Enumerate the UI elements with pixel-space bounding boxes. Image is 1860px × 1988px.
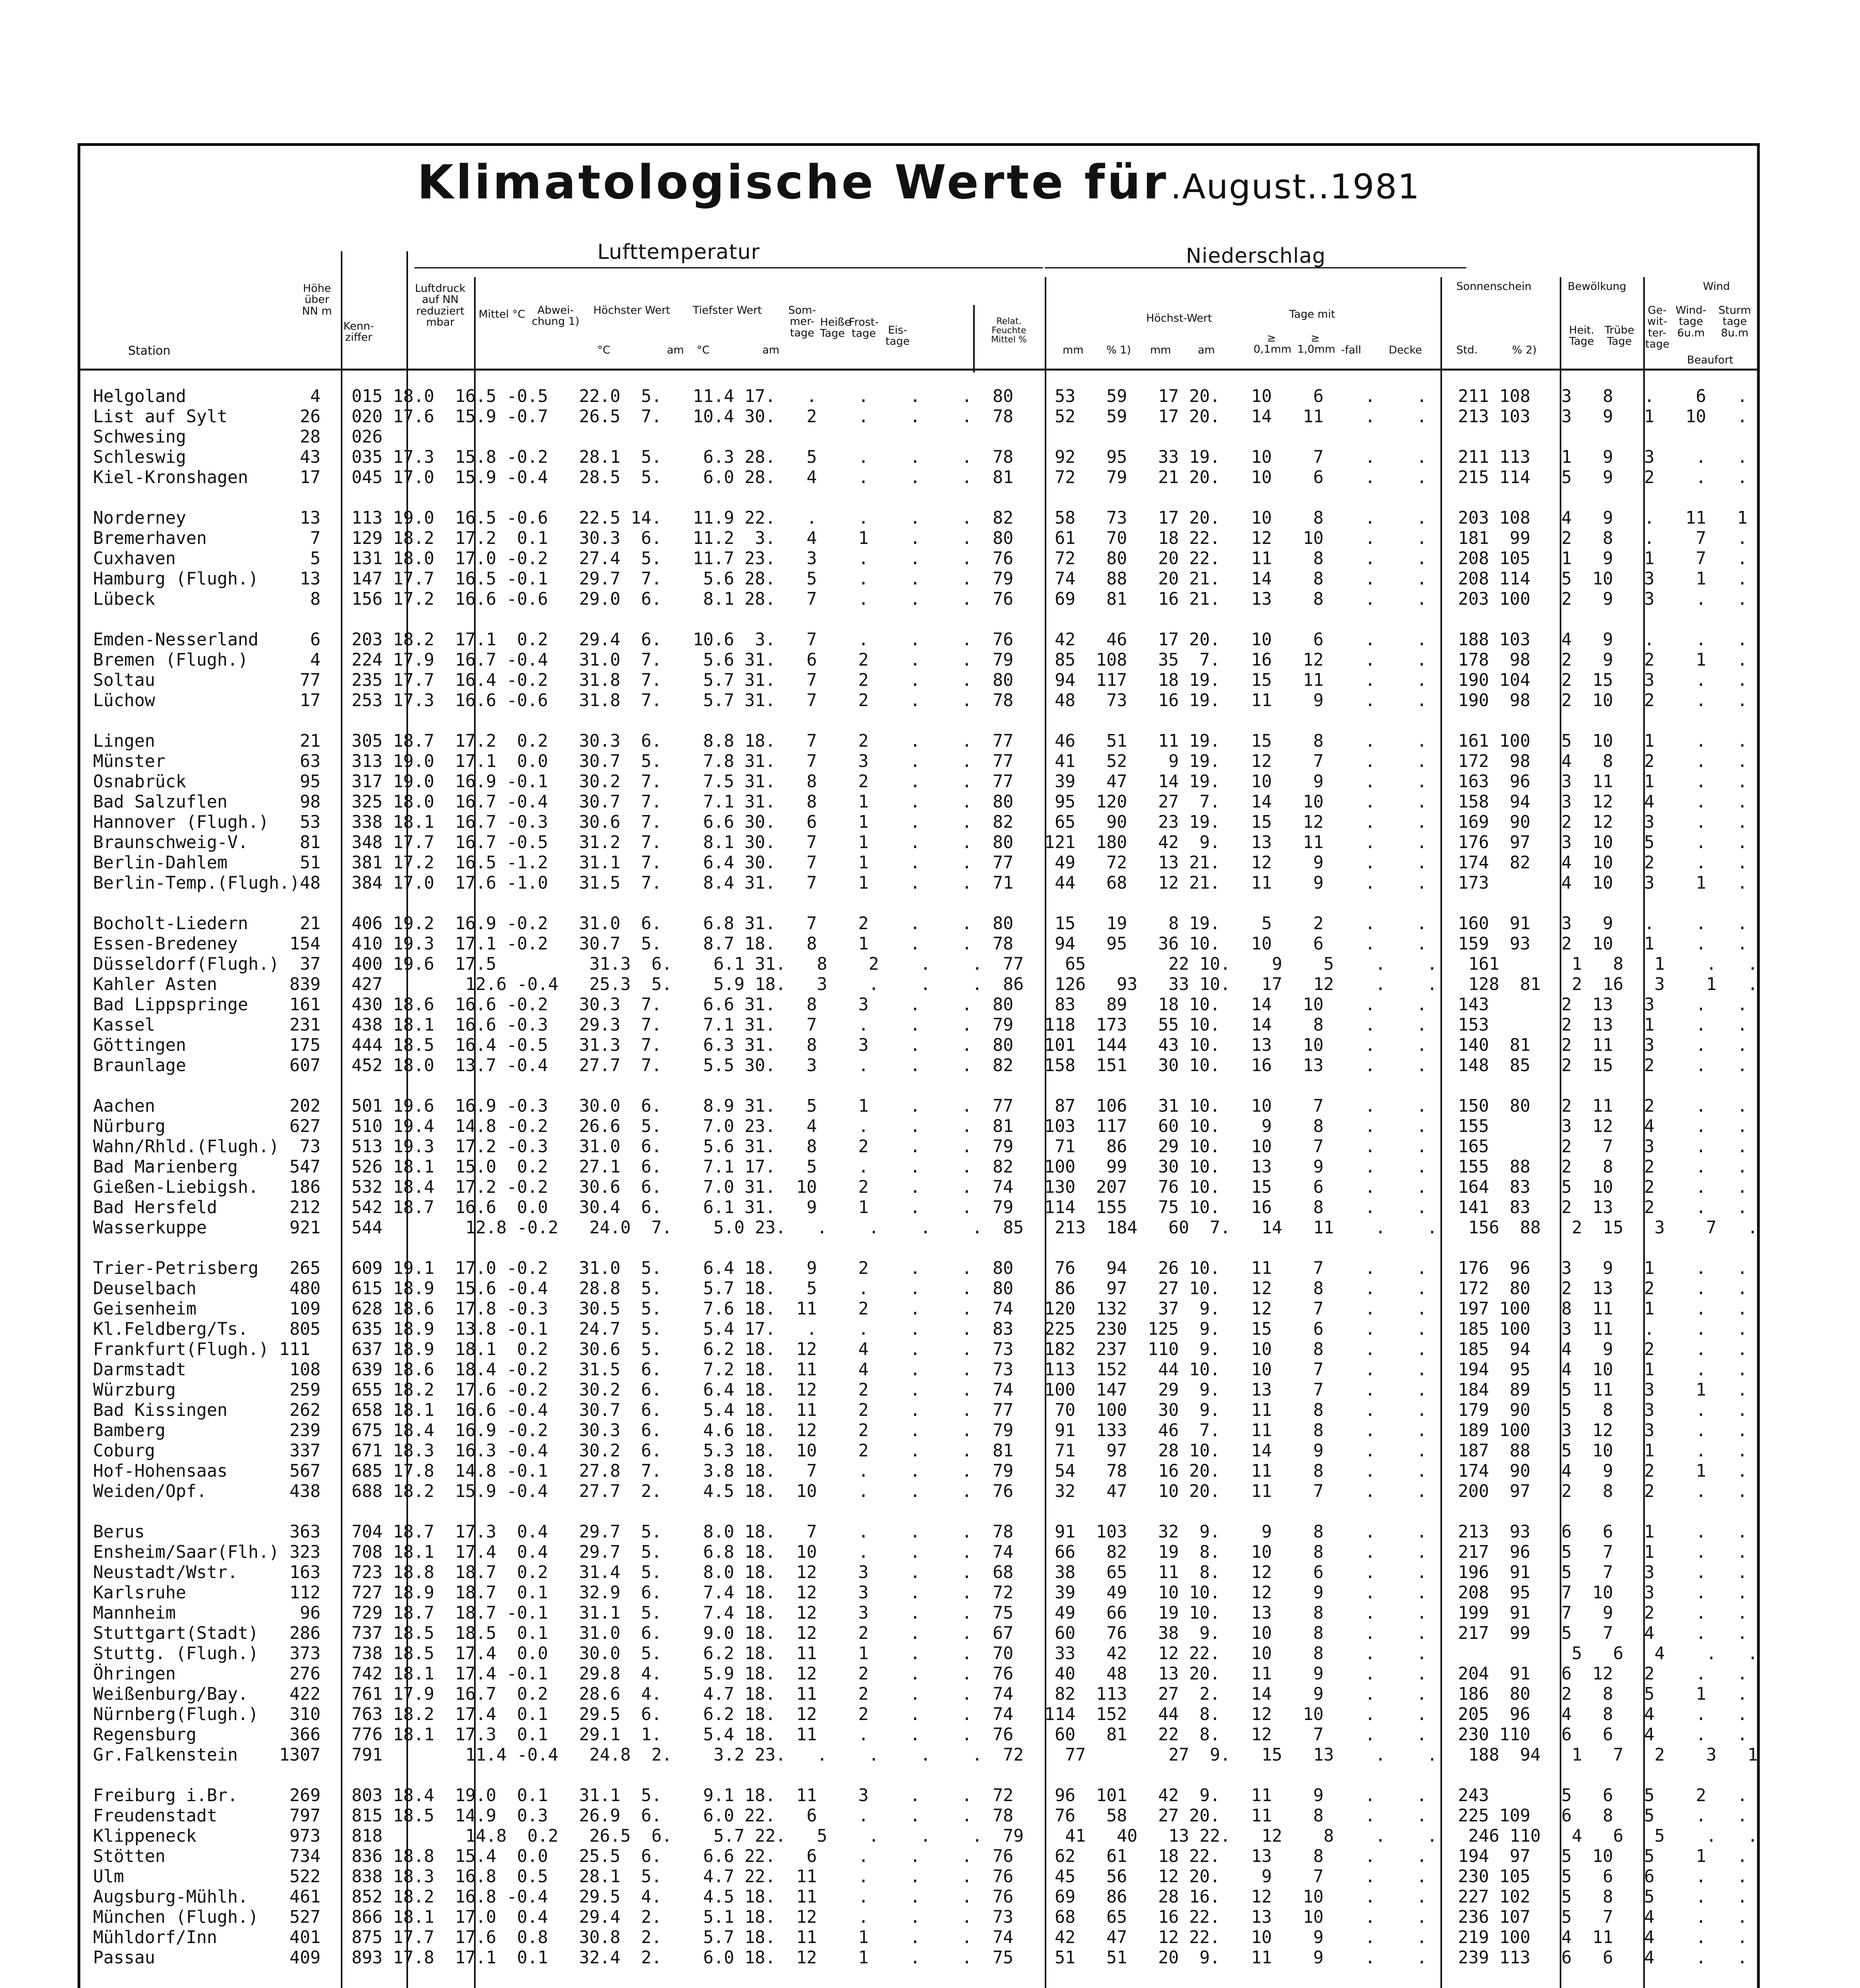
- header-eistage: Eis- tage: [885, 324, 910, 348]
- station-row: Lübeck 8 156 17.2 16.6 -0.6 29.0 6. 8.1 28. 7 . . . 76 69 81 16 21. 13 8 . . 203 100 2 9 3 . .: [83, 589, 1748, 609]
- station-row: Bamberg 239 675 18.4 16.9 -0.2 30.3 6. 4.6 18. 12 2 . . 79 91 133 46 7. 11 8 . . 189 100 3 12 3 . .: [83, 1421, 1748, 1441]
- station-row: Stuttgart(Stadt) 286 737 18.5 18.5 0.1 31.0 6. 9.0 18. 12 2 . . 67 60 76 38 9. 10 8 . . 217 99 5 7 4 . .: [83, 1623, 1748, 1643]
- row-spacer: [83, 1076, 1758, 1096]
- header-kennziffer: Kenn- ziffer: [343, 320, 374, 344]
- header-ge-10: ≥ 1,0mm: [1297, 332, 1335, 356]
- header-schneefall: -fall: [1341, 344, 1361, 356]
- header-frosttage: Frost- tage: [849, 316, 879, 340]
- header-tiefster-am: am: [762, 344, 779, 356]
- station-row: Frankfurt(Flugh.) 111 637 18.9 18.1 0.2 30.6 5. 6.2 18. 12 4 . . 73 182 237 110 9. 10 8 . . 185 94 4 9 2 . .: [83, 1340, 1748, 1359]
- page-title: [80, 155, 1757, 210]
- station-row: Weißenburg/Bay. 422 761 17.9 16.7 0.2 28.6 4. 4.7 18. 11 2 . . 74 82 113 27 2. 14 9 . . 186 80 2 8 5 1 .: [83, 1684, 1748, 1704]
- station-row: Würzburg 259 655 18.2 17.6 -0.2 30.2 6. 6.4 18. 12 2 . . 74 100 147 29 9. 13 7 . . 184 89 5 11 3 1 .: [83, 1380, 1748, 1400]
- header-hoechstwert-mm: mm: [1150, 344, 1171, 356]
- header-bottom-rule: [80, 369, 1760, 371]
- station-row: Helgoland 4 015 18.0 16.5 -0.5 22.0 5. 11.4 17. . . . . 80 53 59 17 20. 10 6 . . 211 108 3 8 . 6 .: [83, 386, 1748, 406]
- station-row: Bremerhaven 7 129 18.2 17.2 0.1 30.3 6. 11.2 3. 4 1 . . 80 61 70 18 22. 12 10 . . 181 99 2 8 . 7 .: [83, 528, 1748, 548]
- header-tiefster-wert: Tiefster Wert: [693, 304, 762, 316]
- station-row: Braunschweig-V. 81 348 17.7 16.7 -0.5 31.2 7. 8.1 30. 7 1 . . 80 121 180 42 9. 13 11 . . 176 97 3 10 5 . .: [83, 833, 1748, 852]
- station-row: Kahler Asten 839 427 12.6 -0.4 25.3 5. 5.9 18. 3 . . . 86 126 93 33 10. 17 12 . . 128 81 2 16 3 1 .: [83, 975, 1758, 994]
- header-prozent2: % 2): [1512, 344, 1537, 356]
- header-hoechstwert-am: am: [1198, 344, 1215, 356]
- station-row: Hamburg (Flugh.) 13 147 17.7 16.5 -0.1 29.7 7. 5.6 28. 5 . . . 79 74 88 20 21. 14 8 . . 208 114 5 10 3 1 .: [83, 569, 1748, 589]
- row-spacer: [83, 1502, 1758, 1522]
- station-row: Mühldorf/Inn 401 875 17.7 17.6 0.8 30.8 2. 5.7 18. 11 1 . . 74 42 47 12 22. 10 9 . . 219 100 4 11 4 . .: [83, 1928, 1748, 1947]
- station-row: Hof-Hohensaas 567 685 17.8 14.8 -0.1 27.8 7. 3.8 18. 7 . . . 79 54 78 16 20. 11 8 . . 174 90 4 9 2 1 .: [83, 1461, 1748, 1481]
- station-row: Gießen-Liebigsh. 186 532 18.4 17.2 -0.2 30.6 6. 7.0 31. 10 2 . . 74 130 207 76 10. 15 6 . . 164 83 5 10 2 . .: [83, 1177, 1748, 1197]
- station-row: Neustadt/Wstr. 163 723 18.8 18.7 0.2 31.4 5. 8.0 18. 12 3 . . 68 38 65 11 8. 12 6 . . 196 91 5 7 3 . .: [83, 1563, 1748, 1582]
- station-row: Darmstadt 108 639 18.6 18.4 -0.2 31.5 6. 7.2 18. 11 4 . . 73 113 152 44 10. 10 7 . . 194 95 4 10 1 . .: [83, 1360, 1748, 1380]
- station-row: Münster 63 313 19.0 17.1 0.0 30.7 5. 7.8 31. 7 3 . . 77 41 52 9 19. 12 7 . . 172 98 4 8 2 . .: [83, 751, 1748, 771]
- row-spacer: [83, 711, 1758, 731]
- station-row: Berlin-Temp.(Flugh.)48 384 17.0 17.6 -1.0 31.5 7. 8.4 31. 7 1 . . 71 44 68 12 21. 11 9 . . 173 4 10 3 1 .: [83, 873, 1748, 893]
- header-mm: mm: [1063, 344, 1084, 356]
- header-rel-feuchte: Relat. Feuchte Mittel %: [991, 316, 1027, 345]
- row-spacer: [83, 488, 1758, 508]
- row-spacer: [83, 893, 1758, 914]
- header-hoechstwert: Höchst-Wert: [1146, 312, 1212, 324]
- station-row: Kassel 231 438 18.1 16.6 -0.3 29.3 7. 7.1 31. 7 . . . 79 118 173 55 10. 14 8 . . 153 2 13 1 . .: [83, 1015, 1748, 1035]
- temp-group-rule: [414, 267, 1043, 268]
- header-hoehe: Höhe über NN m: [302, 282, 332, 317]
- station-row: Weiden/Opf. 438 688 18.2 15.9 -0.4 27.7 2. 4.5 18. 10 . . . 76 32 47 10 20. 11 7 . . 200 97 2 8 2 . .: [83, 1481, 1748, 1501]
- station-row: Düsseldorf(Flugh.) 37 400 19.6 17.5 31.3 6. 6.1 31. 8 2 . . 77 65 22 10. 9 5 . . 161 1 8 1 . .: [83, 954, 1758, 974]
- station-row: Öhringen 276 742 18.1 17.4 -0.1 29.8 4. 5.9 18. 12 2 . . 76 40 48 13 20. 11 9 . . 204 91 6 12 2 . .: [83, 1664, 1748, 1684]
- header-sommertage: Som- mer- tage: [788, 304, 816, 339]
- header-gewitter: Ge- wit- ter- tage: [1645, 304, 1670, 351]
- station-row: Freiburg i.Br. 269 803 18.4 19.0 0.1 31.1 5. 9.1 18. 11 3 . . 72 96 101 42 9. 11 9 . . 243 5 6 5 2 .: [83, 1786, 1748, 1806]
- header-heitere-tage: Heit. Tage: [1569, 324, 1594, 348]
- header-tage-mit: Tage mit: [1289, 308, 1335, 320]
- station-row: Cuxhaven 5 131 18.0 17.0 -0.2 27.4 5. 11.7 23. 3 . . . 76 72 80 20 22. 11 8 . . 208 105 1 9 1 7 .: [83, 549, 1748, 569]
- station-row: Regensburg 366 776 18.1 17.3 0.1 29.1 1. 5.4 18. 11 . . . 76 60 81 22 8. 12 7 . . 230 110 6 6 4 . .: [83, 1725, 1748, 1745]
- row-spacer: [83, 610, 1758, 630]
- station-row: Soltau 77 235 17.7 16.4 -0.2 31.8 7. 5.7 31. 7 2 . . 80 94 117 18 19. 15 11 . . 190 104 2 15 3 . .: [83, 670, 1748, 690]
- station-row: Stötten 734 836 18.8 15.4 0.0 25.5 6. 6.6 22. 6 . . . 76 62 61 18 22. 13 8 . . 194 97 5 10 5 1 .: [83, 1846, 1748, 1866]
- header-windtage: Wind- tage 6u.m: [1675, 304, 1706, 339]
- header-hoechster-am: am: [667, 344, 684, 356]
- station-row: Bad Salzuflen 98 325 18.0 16.7 -0.4 30.7 7. 7.1 31. 8 1 . . 80 95 120 27 7. 14 10 . . 158 94 3 12 4 . .: [83, 792, 1748, 812]
- station-row: Lüchow 17 253 17.3 16.6 -0.6 31.8 7. 5.7 31. 7 2 . . 78 48 73 16 19. 11 9 . . 190 98 2 10 2 . .: [83, 691, 1748, 711]
- station-row: Kiel-Kronshagen 17 045 17.0 15.9 -0.4 28.5 5. 6.0 28. 4 . . . 81 72 79 21 20. 10 6 . . 215 114 5 9 2 . .: [83, 468, 1748, 487]
- station-row: Bad Hersfeld 212 542 18.7 16.6 0.0 30.4 6. 6.1 31. 9 1 . . 79 114 155 75 10. 16 8 . . 141 83 2 13 2 . .: [83, 1198, 1748, 1217]
- header-ge-01: ≥ 0,1mm: [1254, 332, 1292, 356]
- row-spacer: [83, 1765, 1758, 1786]
- station-row: Norderney 13 113 19.0 16.5 -0.6 22.5 14. 11.9 22. . . . . 82 58 73 17 20. 10 8 . . 203 108 4 9 . 11 1: [83, 508, 1748, 528]
- header-sturmtage: Sturm tage 8u.m: [1718, 304, 1751, 339]
- header-sonnenschein: Sonnenschein: [1456, 280, 1532, 293]
- station-row: Gr.Falkenstein 1307 791 11.4 -0.4 24.8 2. 3.2 23. . . . . 72 77 27 9. 15 13 . . 188 94 1 7 2 3 1: [83, 1745, 1758, 1765]
- station-row: Braunlage 607 452 18.0 13.7 -0.4 27.7 7. 5.5 30. 3 . . . 82 158 151 30 10. 16 13 . . 148 85 2 15 2 . .: [83, 1056, 1748, 1076]
- station-row: Göttingen 175 444 18.5 16.4 -0.5 31.3 7. 6.3 31. 8 3 . . 80 101 144 43 10. 13 10 . . 140 81 2 11 3 . .: [83, 1035, 1748, 1055]
- group-lufttemperatur: Lufttemperatur: [597, 240, 760, 264]
- station-row: Wasserkuppe 921 544 12.8 -0.2 24.0 7. 5.0 23. . . . . 85 213 184 60 7. 14 11 . . 156 88 2 15 3 7 .: [83, 1218, 1758, 1238]
- station-row: Schwesing 28 026: [83, 427, 383, 447]
- station-row: Essen-Bredeney 154 410 19.3 17.1 -0.2 30.7 5. 8.7 18. 8 1 . . 78 94 95 36 10. 10 6 . . 159 93 2 10 1 . .: [83, 934, 1748, 954]
- title-main: Klimatologische Werte für: [417, 155, 1169, 210]
- header-beaufort: Beaufort: [1687, 354, 1734, 366]
- station-row: List auf Sylt 26 020 17.6 15.9 -0.7 26.5 7. 10.4 30. 2 . . . 78 52 59 17 20. 14 11 . . 213 103 3 9 1 10 .: [83, 407, 1748, 427]
- column-rule-temp-end: [973, 305, 975, 373]
- climate-table-sheet: [78, 143, 1760, 1988]
- station-row: München (Flugh.) 527 866 18.1 17.0 0.4 29.4 2. 5.1 18. 12 . . . 73 68 65 16 22. 13 10 . . 236 107 5 7 4 . .: [83, 1907, 1748, 1927]
- station-row: Bad Kissingen 262 658 18.1 16.6 -0.4 30.7 6. 5.4 18. 11 2 . . 77 70 100 30 9. 11 8 . . 179 90 5 8 3 . .: [83, 1400, 1748, 1420]
- station-row: Nürburg 627 510 19.4 14.8 -0.2 26.6 5. 7.0 23. 4 . . . 81 103 117 60 10. 9 8 . . 155 3 12 4 . .: [83, 1116, 1748, 1136]
- header-bewoelkung: Bewölkung: [1568, 280, 1627, 293]
- station-row: Aachen 202 501 19.6 16.9 -0.3 30.0 6. 8.9 31. 5 1 . . 77 87 106 31 10. 10 7 . . 150 80 2 11 2 . .: [83, 1096, 1748, 1116]
- station-row: Trier-Petrisberg 265 609 19.1 17.0 -0.2 31.0 5. 6.4 18. 9 2 . . 80 76 94 26 10. 11 7 . . 176 96 3 9 1 . .: [83, 1258, 1748, 1278]
- header-heisse-tage: Heiße Tage: [820, 316, 851, 340]
- header-mittel: Mittel °C: [478, 308, 525, 320]
- station-row: Wahn/Rhld.(Flugh.) 73 513 19.3 17.2 -0.3 31.0 6. 5.6 31. 8 2 . . 79 71 86 29 10. 10 7 . . 165 2 7 3 . .: [83, 1137, 1748, 1157]
- station-row: Bocholt-Liedern 21 406 19.2 16.9 -0.2 31.0 6. 6.8 31. 7 2 . . 80 15 19 8 19. 5 2 . . 160 91 3 9 . . .: [83, 914, 1748, 934]
- station-row: Deuselbach 480 615 18.9 15.6 -0.4 28.8 5. 5.7 18. 5 . . . 80 86 97 27 10. 12 8 . . 172 80 2 13 2 . .: [83, 1279, 1748, 1299]
- station-row: Freudenstadt 797 815 18.5 14.9 0.3 26.9 6. 6.0 22. 6 . . . 78 76 58 27 20. 11 8 . . 225 109 6 8 5 . .: [83, 1806, 1748, 1826]
- station-row: Bad Marienberg 547 526 18.1 15.0 0.2 27.1 6. 7.1 17. 5 . . . 82 100 99 30 10. 13 9 . . 155 88 2 8 2 . .: [83, 1157, 1748, 1177]
- station-rows: [83, 386, 1758, 1988]
- station-row: Berus 363 704 18.7 17.3 0.4 29.7 5. 8.0 18. 7 . . . 78 91 103 32 9. 9 8 . . 213 93 6 6 1 . .: [83, 1522, 1748, 1542]
- station-row: Kl.Feldberg/Ts. 805 635 18.9 13.8 -0.1 24.7 5. 5.4 17. . . . . 83 225 230 125 9. 15 6 . . 185 100 3 11 . . .: [83, 1319, 1748, 1339]
- header-wind: Wind: [1703, 280, 1730, 293]
- header-prozent1: % 1): [1106, 344, 1131, 356]
- station-row: Karlsruhe 112 727 18.9 18.7 0.1 32.9 6. 7.4 18. 12 3 . . 72 39 49 10 10. 12 9 . . 208 95 7 10 3 . .: [83, 1583, 1748, 1603]
- header-hoechster-degc: °C: [597, 344, 610, 356]
- station-row: Schleswig 43 035 17.3 15.8 -0.2 28.1 5. 6.3 28. 5 . . . 78 92 95 33 19. 10 7 . . 211 113 1 9 3 . .: [83, 447, 1748, 467]
- station-row: Geisenheim 109 628 18.6 17.8 -0.3 30.5 5. 7.6 18. 11 2 . . 74 120 132 37 9. 12 7 . . 197 100 8 11 1 . .: [83, 1299, 1748, 1319]
- title-month: .August..1981: [1170, 167, 1421, 207]
- header-truebe-tage: Trübe Tage: [1604, 324, 1635, 348]
- station-row: Stuttg. (Flugh.) 373 738 18.5 17.4 0.0 30.0 5. 6.2 18. 11 1 . . 70 33 42 12 22. 10 8 . . 5 6 4 . .: [83, 1644, 1758, 1664]
- station-row: Lingen 21 305 18.7 17.2 0.2 30.3 6. 8.8 18. 7 2 . . 77 46 51 11 19. 15 8 . . 161 100 5 10 1 . .: [83, 731, 1748, 751]
- group-niederschlag: Niederschlag: [1186, 244, 1326, 268]
- station-row: Bremen (Flugh.) 4 224 17.9 16.7 -0.4 31.0 7. 5.6 31. 6 2 . . 79 85 108 35 7. 16 12 . . 178 98 2 9 2 1 .: [83, 650, 1748, 670]
- station-row: Bad Lippspringe 161 430 18.6 16.6 -0.2 30.3 7. 6.6 31. 8 3 . . 80 83 89 18 10. 14 10 . . 143 2 13 3 . .: [83, 995, 1748, 1015]
- header-schneedecke: Decke: [1389, 344, 1422, 356]
- station-row: Emden-Nesserland 6 203 18.2 17.1 0.2 29.4 6. 10.6 3. 7 . . . 76 42 46 17 20. 10 6 . . 188 103 4 9 . . .: [83, 630, 1748, 650]
- station-row: Osnabrück 95 317 19.0 16.9 -0.1 30.2 7. 7.5 31. 8 2 . . 77 39 47 14 19. 10 9 . . 163 96 3 11 1 . .: [83, 772, 1748, 792]
- row-spacer: [83, 1968, 1758, 1988]
- station-row: Berlin-Dahlem 51 381 17.2 16.5 -1.2 31.1 7. 6.4 30. 7 1 . . 77 49 72 13 21. 12 9 . . 174 82 4 10 2 . .: [83, 853, 1748, 873]
- station-row: Ulm 522 838 18.3 16.8 0.5 28.1 5. 4.7 22. 11 . . . 76 45 56 12 20. 9 7 . . 230 105 5 6 6 . .: [83, 1867, 1748, 1887]
- header-hoechster-wert: Höchster Wert: [593, 304, 671, 316]
- header-station: Station: [128, 344, 171, 358]
- row-spacer: [83, 1238, 1758, 1258]
- header-std: Std.: [1456, 344, 1478, 356]
- station-row: Nürnberg(Flugh.) 310 763 18.2 17.4 0.1 29.5 6. 6.2 18. 12 2 . . 74 114 152 44 8. 12 10 . . 205 96 4 8 4 . .: [83, 1705, 1748, 1724]
- station-row: Mannheim 96 729 18.7 18.7 -0.1 31.1 5. 7.4 18. 12 3 . . 75 49 66 19 10. 13 8 . . 199 91 7 9 2 . .: [83, 1603, 1748, 1623]
- station-row: Hannover (Flugh.) 53 338 18.1 16.7 -0.3 30.6 7. 6.6 30. 6 1 . . 82 65 90 23 19. 15 12 . . 169 90 2 12 3 . .: [83, 812, 1748, 832]
- station-row: Ensheim/Saar(Flh.) 323 708 18.1 17.4 0.4 29.7 5. 6.8 18. 10 . . . 74 66 82 19 8. 10 8 . . 217 96 5 7 1 . .: [83, 1542, 1748, 1562]
- station-row: Coburg 337 671 18.3 16.3 -0.4 30.2 6. 5.3 18. 10 2 . . 81 71 97 28 10. 14 9 . . 187 88 5 10 1 . .: [83, 1441, 1748, 1461]
- header-abweichung: Abwei- chung 1): [532, 304, 579, 328]
- station-row: Augsburg-Mühlh. 461 852 18.2 16.8 -0.4 29.5 4. 4.5 18. 11 . . . 76 69 86 28 16. 12 10 . . 227 102 5 8 5 . .: [83, 1887, 1748, 1907]
- station-row: Passau 409 893 17.8 17.1 0.1 32.4 2. 6.0 18. 12 1 . . 75 51 51 20 9. 11 9 . . 239 113 6 6 4 . .: [83, 1948, 1748, 1968]
- header-tiefster-degc: °C: [697, 344, 710, 356]
- header-luftdruck: Luftdruck auf NN reduziert mbar: [415, 282, 466, 329]
- station-row: Klippeneck 973 818 14.8 0.2 26.5 6. 5.7 22. 5 . . . 79 41 40 13 22. 12 8 . . 246 110 4 6 5 . .: [83, 1826, 1758, 1846]
